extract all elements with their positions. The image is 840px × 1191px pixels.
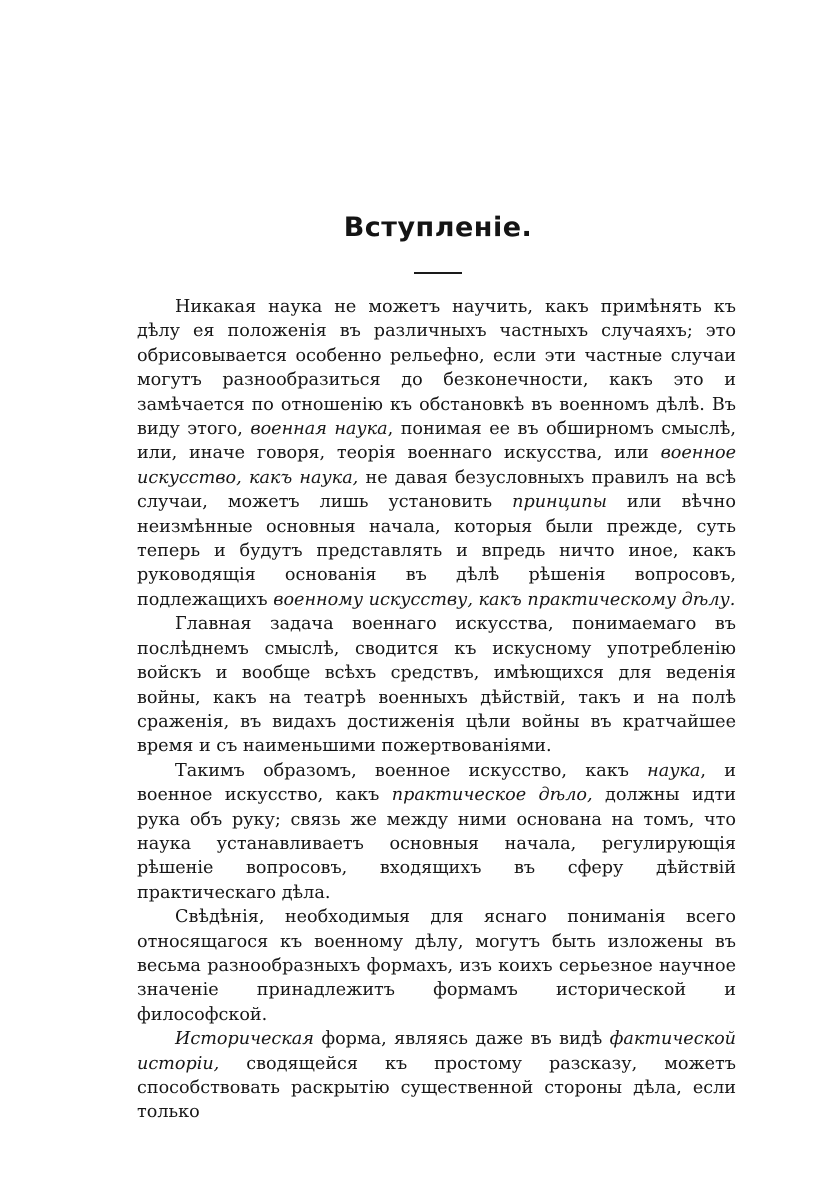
italic-text-run: военная наука: [250, 419, 388, 440]
paragraph: [137, 1027, 736, 1125]
paragraph: [137, 295, 736, 612]
chapter-title: Вступленіе.: [343, 212, 533, 243]
paragraph: [137, 905, 736, 1027]
text-run: Такимъ образомъ, военное искусство, какъ: [175, 760, 648, 781]
italic-text-run: Историческая: [175, 1029, 314, 1050]
italic-text-run: практическое дѣло,: [391, 785, 593, 806]
italic-text-run: фактической исторіи,: [137, 1029, 736, 1074]
text-run: Свѣдѣнія, необходимыя для яснаго пониманія всего относящагося къ военному дѣлу, могутъ быть изложены въ весьма разнообразныхъ формахъ, изъ коихъ серьезное научное значеніе принадлежитъ формамъ исторической и философской.: [137, 907, 736, 1025]
paragraph: [137, 612, 736, 758]
text-run: , и военное искусство, какъ: [137, 760, 736, 806]
title-divider: [414, 272, 462, 274]
italic-text-run: наука: [647, 760, 701, 781]
text-run: , понимая ее въ обширномъ смыслѣ, или, иначе говоря, теорія военнаго искусства, или: [137, 419, 736, 464]
body-text: [137, 295, 736, 1125]
text-run: форма, являясь даже въ видѣ: [313, 1029, 610, 1050]
text-run: Главная задача военнаго искусства, понимаемаго въ послѣднемъ смыслѣ, сводится къ искусному употребленію войскъ и вообще всѣхъ средствъ, имѣющихся для веденія войны, какъ на театрѣ военныхъ дѣйствій, такъ и на полѣ сраженія, въ видахъ достиженія цѣли войны въ кратчайшее время и съ наименьшими пожертвованіями.: [137, 614, 736, 757]
text-run: должны идти рука объ руку; связь же между ними основана на томъ, что наука устанавливаетъ основныя начала, регулирующія рѣшеніе вопросовъ, входящихъ въ сферу дѣйствій практическаго дѣла.: [137, 785, 736, 903]
text-run: не давая безусловныхъ правилъ на всѣ случаи, можетъ лишь установить: [137, 467, 736, 513]
paragraph: [137, 759, 736, 905]
italic-text-run: принципы: [512, 492, 607, 513]
italic-text-run: военное искусство, какъ наука,: [137, 443, 736, 488]
text-run: Никакая наука не можетъ научить, какъ примѣнять къ дѣлу ея положенія въ различныхъ частныхъ случаяхъ; это обрисовывается особенно рельефно, если эти частные случаи могутъ разнообразиться до безконечности, какъ это и замѣчается по отношенію къ обстановкѣ въ военномъ дѣлѣ. Въ виду этого,: [137, 297, 736, 440]
text-run: или вѣчно неизмѣнные основныя начала, которыя были прежде, суть теперь и будутъ представлять и впредь ничто иное, какъ руководящія основанія въ дѣлѣ рѣшенія вопросовъ, подлежащихъ: [137, 492, 736, 610]
text-run: сводящейся къ простому разсказу, можетъ способствовать раскрытію существенной стороны дѣла, если только: [137, 1053, 736, 1123]
italic-text-run: военному искусству, какъ практическому дѣлу.: [273, 589, 736, 610]
